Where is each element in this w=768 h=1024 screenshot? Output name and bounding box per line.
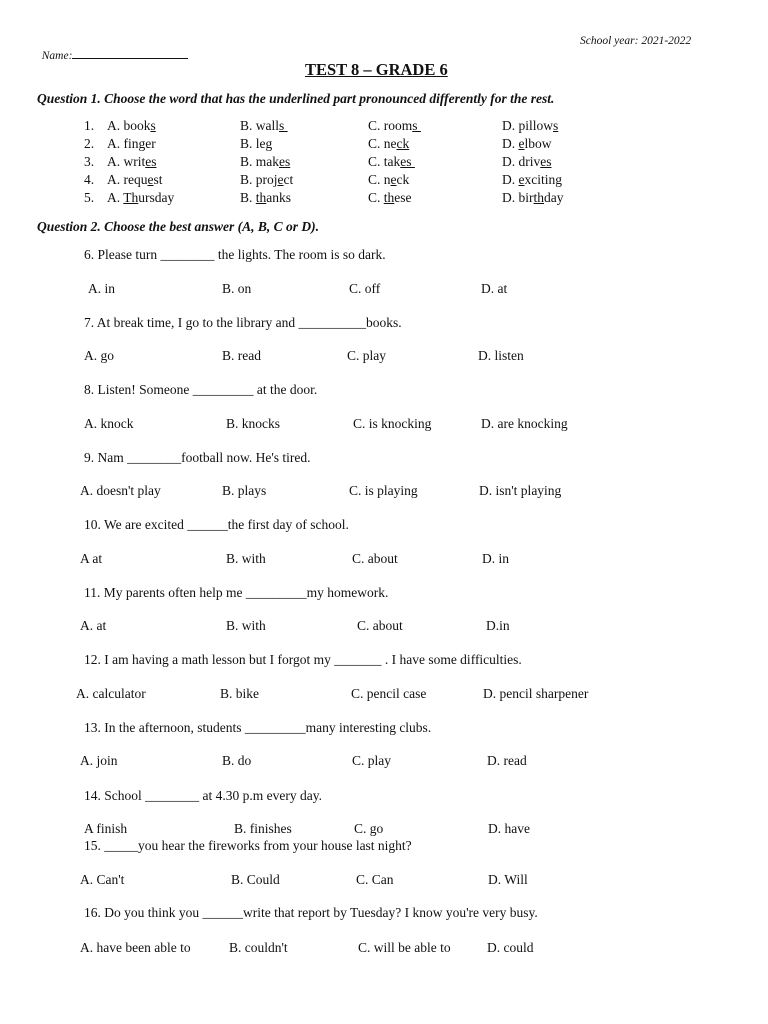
answer-option: C. about	[357, 618, 403, 633]
answer-option	[240, 172, 293, 188]
option-text: ct	[283, 172, 294, 187]
answer-option: C. off	[349, 281, 381, 296]
name-field	[36, 35, 188, 62]
answer-option: C. Can	[356, 872, 394, 887]
answer-option	[368, 118, 421, 134]
answer-option: A. Can't	[80, 872, 125, 887]
answer-option: B. bike	[220, 686, 259, 701]
underlined-part: s	[553, 118, 559, 133]
school-year: School year: 2021-2022	[580, 35, 692, 47]
answer-option: D. pencil sharpener	[483, 686, 589, 701]
underlined-part: e	[390, 172, 397, 187]
answer-option	[107, 136, 156, 152]
answer-option	[368, 190, 412, 206]
answer-option: D. could	[487, 940, 534, 955]
answer-option: D. listen	[478, 348, 524, 363]
question1-number: 4.	[84, 172, 95, 187]
answer-option: D. Will	[488, 872, 528, 887]
option-text: B. le	[240, 136, 266, 151]
option-text: C. ne	[368, 136, 397, 151]
answer-option	[240, 154, 290, 170]
underlined-part: g	[265, 136, 273, 151]
option-text: C.	[368, 190, 384, 205]
answer-option: A. knock	[84, 416, 134, 431]
question-stem: 14. School ________ at 4.30 p.m every day.	[84, 788, 322, 803]
option-text: D. driv	[502, 154, 541, 169]
option-text: xciting	[524, 172, 562, 187]
option-text: B. proj	[240, 172, 278, 187]
question-stem: 15. _____you hear the fireworks from your house last night?	[84, 838, 412, 853]
underlined-part: e	[147, 172, 154, 187]
option-text: D.	[502, 172, 519, 187]
name-blank-line	[72, 47, 188, 59]
answer-option: D. isn't playing	[479, 483, 562, 498]
answer-option	[107, 190, 174, 206]
answer-option: A. doesn't play	[80, 483, 161, 498]
answer-option: D. are knocking	[481, 416, 568, 431]
option-text: C. n	[368, 172, 391, 187]
underlined-part: e	[277, 172, 284, 187]
option-text: D. pillow	[502, 118, 554, 133]
answer-option	[368, 172, 409, 188]
name-label: Name:	[41, 50, 73, 62]
option-text: B. mak	[240, 154, 279, 169]
option-text: B.	[240, 190, 256, 205]
question-stem: 13. In the afternoon, students _________many interesting clubs.	[84, 720, 432, 735]
question1-number: 1.	[84, 118, 95, 133]
option-text: A.	[107, 190, 124, 205]
underlined-part: th	[255, 190, 267, 205]
option-text: B. wall	[240, 118, 279, 133]
option-text: ursday	[138, 190, 175, 205]
answer-option: C. will be able to	[358, 940, 451, 955]
answer-option: B. finishes	[234, 821, 292, 836]
option-text: C. tak	[368, 154, 401, 169]
underlined-part: es	[400, 154, 415, 169]
answer-option: D. in	[482, 551, 509, 566]
answer-option: B. read	[222, 348, 261, 363]
answer-option	[368, 154, 415, 170]
question-stem: 7. At break time, I go to the library and __________books.	[84, 315, 402, 330]
question1-number: 3.	[84, 154, 95, 169]
option-text: ese	[394, 190, 412, 205]
answer-option: C. is knocking	[353, 416, 432, 431]
answer-option: C. go	[354, 821, 384, 836]
answer-option: A finish	[84, 821, 128, 836]
option-text: A. book	[107, 118, 151, 133]
question-stem: 6. Please turn ________ the lights. The room is so dark.	[84, 247, 386, 262]
question-stem: 12. I am having a math lesson but I forgot my _______ . I have some difficulties.	[84, 652, 522, 667]
underlined-part: th	[533, 190, 545, 205]
option-text: D. bir	[502, 190, 534, 205]
answer-option: C. about	[352, 551, 398, 566]
answer-option: B. Could	[231, 872, 280, 887]
question-stem: 9. Nam ________football now. He's tired.	[84, 450, 311, 465]
option-text: A. requ	[107, 172, 148, 187]
answer-option: A. at	[80, 618, 107, 633]
answer-option: A. calculator	[76, 686, 146, 701]
option-text: er	[145, 136, 156, 151]
answer-option: A at	[80, 551, 103, 566]
answer-option: B. do	[222, 753, 252, 768]
answer-option	[502, 118, 558, 134]
answer-option: C. play	[352, 753, 391, 768]
option-text: A. fin	[107, 136, 139, 151]
underlined-part: th	[383, 190, 395, 205]
question2-heading: Question 2. Choose the best answer (A, B, C or D).	[37, 219, 320, 234]
answer-option: B. on	[222, 281, 252, 296]
option-text: D.	[502, 136, 519, 151]
answer-option	[107, 172, 163, 188]
option-text: st	[153, 172, 163, 187]
option-text: day	[544, 190, 564, 205]
option-text: C. room	[368, 118, 413, 133]
option-text: lbow	[524, 136, 552, 151]
page-title: TEST 8 – GRADE 6	[305, 60, 448, 79]
answer-option	[502, 190, 564, 206]
answer-option: A. in	[88, 281, 115, 296]
underlined-part: e	[518, 172, 525, 187]
question-stem: 11. My parents often help me _________my homework.	[84, 585, 389, 600]
answer-option	[240, 118, 288, 134]
question-stem: 10. We are excited ______the first day of school.	[84, 517, 349, 532]
underlined-part: e	[518, 136, 525, 151]
answer-option	[240, 190, 291, 206]
underlined-part: s	[412, 118, 421, 133]
answer-option: A. have been able to	[80, 940, 191, 955]
answer-option	[502, 136, 552, 152]
answer-option: A. join	[80, 753, 118, 768]
underlined-part: g	[138, 136, 146, 151]
answer-option: B. with	[226, 618, 266, 633]
answer-option	[368, 136, 409, 152]
answer-option: C. is playing	[349, 483, 418, 498]
question-stem: 8. Listen! Someone _________ at the door.	[84, 382, 318, 397]
underlined-part: s	[279, 118, 288, 133]
answer-option: B. knocks	[226, 416, 280, 431]
option-text: ck	[396, 172, 410, 187]
answer-option	[502, 154, 552, 170]
answer-option	[107, 118, 156, 134]
answer-option: B. plays	[222, 483, 267, 498]
question1-heading: Question 1. Choose the word that has the underlined part pronounced differently for the rest.	[37, 91, 555, 106]
answer-option: A. go	[84, 348, 114, 363]
question1-number: 5.	[84, 190, 95, 205]
answer-option: B. couldn't	[229, 940, 288, 955]
answer-option: D. have	[488, 821, 530, 836]
answer-option: C. pencil case	[351, 686, 427, 701]
underlined-part: es	[540, 154, 552, 169]
option-text: anks	[266, 190, 292, 205]
answer-option: D.in	[486, 618, 510, 633]
answer-option	[240, 136, 272, 152]
underlined-part: Th	[123, 190, 139, 205]
answer-option: B. with	[226, 551, 266, 566]
answer-option: C. play	[347, 348, 386, 363]
answer-option: D. at	[481, 281, 508, 296]
underlined-part: es	[145, 154, 157, 169]
question1-number: 2.	[84, 136, 95, 151]
answer-option: D. read	[487, 753, 527, 768]
option-text: A. writ	[107, 154, 146, 169]
answer-option	[107, 154, 157, 170]
answer-option	[502, 172, 562, 188]
underlined-part: ck	[396, 136, 410, 151]
underlined-part: s	[150, 118, 156, 133]
question-stem: 16. Do you think you ______write that report by Tuesday? I know you're very busy.	[84, 905, 538, 920]
underlined-part: es	[279, 154, 291, 169]
